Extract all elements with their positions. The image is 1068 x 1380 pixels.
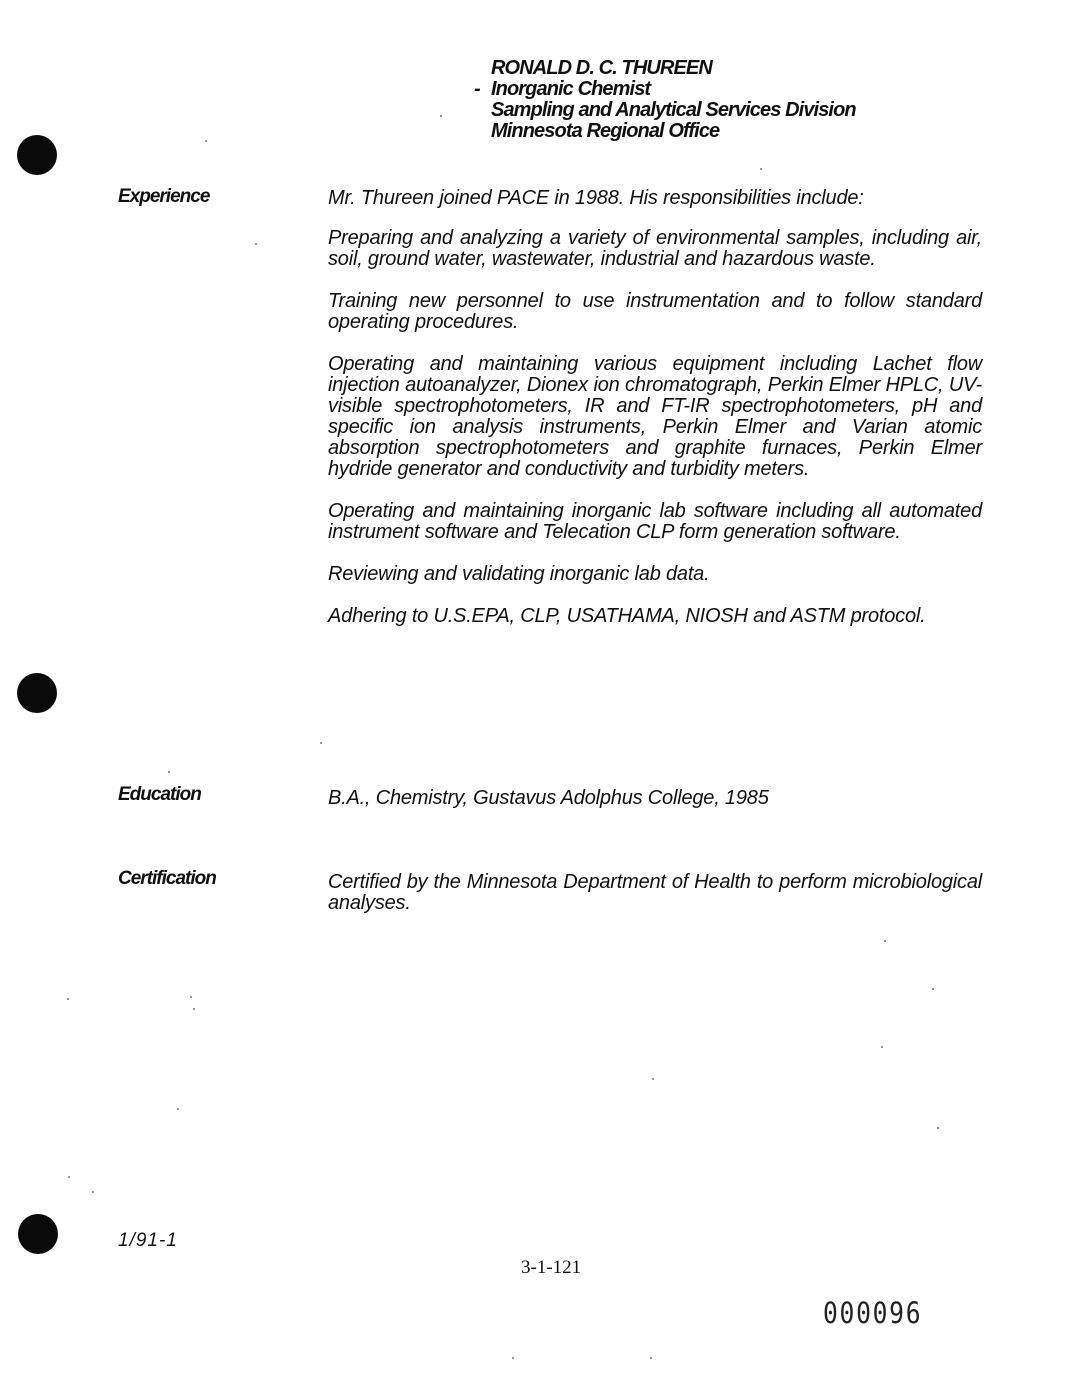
scan-speck [650, 1357, 652, 1359]
scan-speck [320, 742, 322, 744]
scan-speck [205, 140, 207, 142]
scan-speck [937, 1127, 939, 1129]
education-label: Education [118, 784, 201, 805]
scan-speck [255, 243, 257, 245]
experience-item: Reviewing and validating inorganic lab data. [328, 563, 710, 585]
scan-speck [512, 1357, 514, 1359]
punch-hole [18, 1214, 58, 1254]
resume-header [474, 58, 994, 142]
scan-speck [168, 771, 170, 773]
revision-date-code: 1/91-1 [118, 1230, 178, 1251]
scan-speck [440, 115, 442, 117]
office-name: Minnesota Regional Office [491, 120, 720, 142]
job-title: Inorganic Chemist [491, 78, 651, 100]
scan-speck [193, 1008, 195, 1010]
experience-item: Operating and maintaining various equipment including Lachet flow injection autoanalyzer, Dionex ion chromatograph, Perkin Elmer HPLC, UV-visible spectrophotometers, IR and FT-IR spectrophotometers, pH and specific ion analysis instruments, Perkin Elmer and Varian atomic absorption spectrophotometers and graphite furnaces, Perkin Elmer hydride generator and conductivity and turbidity meters. [328, 353, 982, 480]
punch-hole [17, 135, 57, 175]
education-text: B.A., Chemistry, Gustavus Adolphus College, 1985 [328, 787, 769, 809]
experience-item: Preparing and analyzing a variety of environmental samples, including air, soil, ground water, wastewater, industrial and hazardous waste. [328, 227, 982, 270]
scan-speck [177, 1108, 179, 1110]
scan-speck [68, 1176, 70, 1178]
certification-label: Certification [118, 868, 216, 889]
education-section [328, 788, 982, 809]
scan-speck [884, 940, 886, 942]
scan-speck [92, 1191, 94, 1193]
dash-mark: - [474, 78, 480, 100]
scan-speck [932, 988, 934, 990]
experience-item: Operating and maintaining inorganic lab software including all automated instrument software and Telecation CLP form generation software. [328, 500, 982, 543]
certification-text: Certified by the Minnesota Department of Health to perform microbiological analyses. [328, 871, 982, 914]
division-name: Sampling and Analytical Services Division [491, 99, 856, 121]
scan-speck [881, 1046, 883, 1048]
scan-speck [190, 996, 192, 998]
experience-intro: Mr. Thureen joined PACE in 1988. His responsibilities include: [328, 187, 864, 209]
document-number-stamp: 000096 [823, 1296, 923, 1330]
experience-section [328, 188, 982, 648]
experience-item: Training new personnel to use instrumentation and to follow standard operating procedures. [328, 290, 982, 333]
scan-speck [760, 168, 762, 170]
certification-section [328, 872, 982, 914]
scan-speck [67, 998, 69, 1000]
experience-item: Adhering to U.S.EPA, CLP, USATHAMA, NIOSH and ASTM protocol. [328, 605, 926, 627]
page-reference: 3-1-121 [521, 1257, 582, 1278]
punch-hole [17, 673, 57, 713]
experience-label: Experience [118, 186, 210, 207]
scan-speck [652, 1078, 654, 1080]
person-name: RONALD D. C. THUREEN [491, 57, 712, 79]
